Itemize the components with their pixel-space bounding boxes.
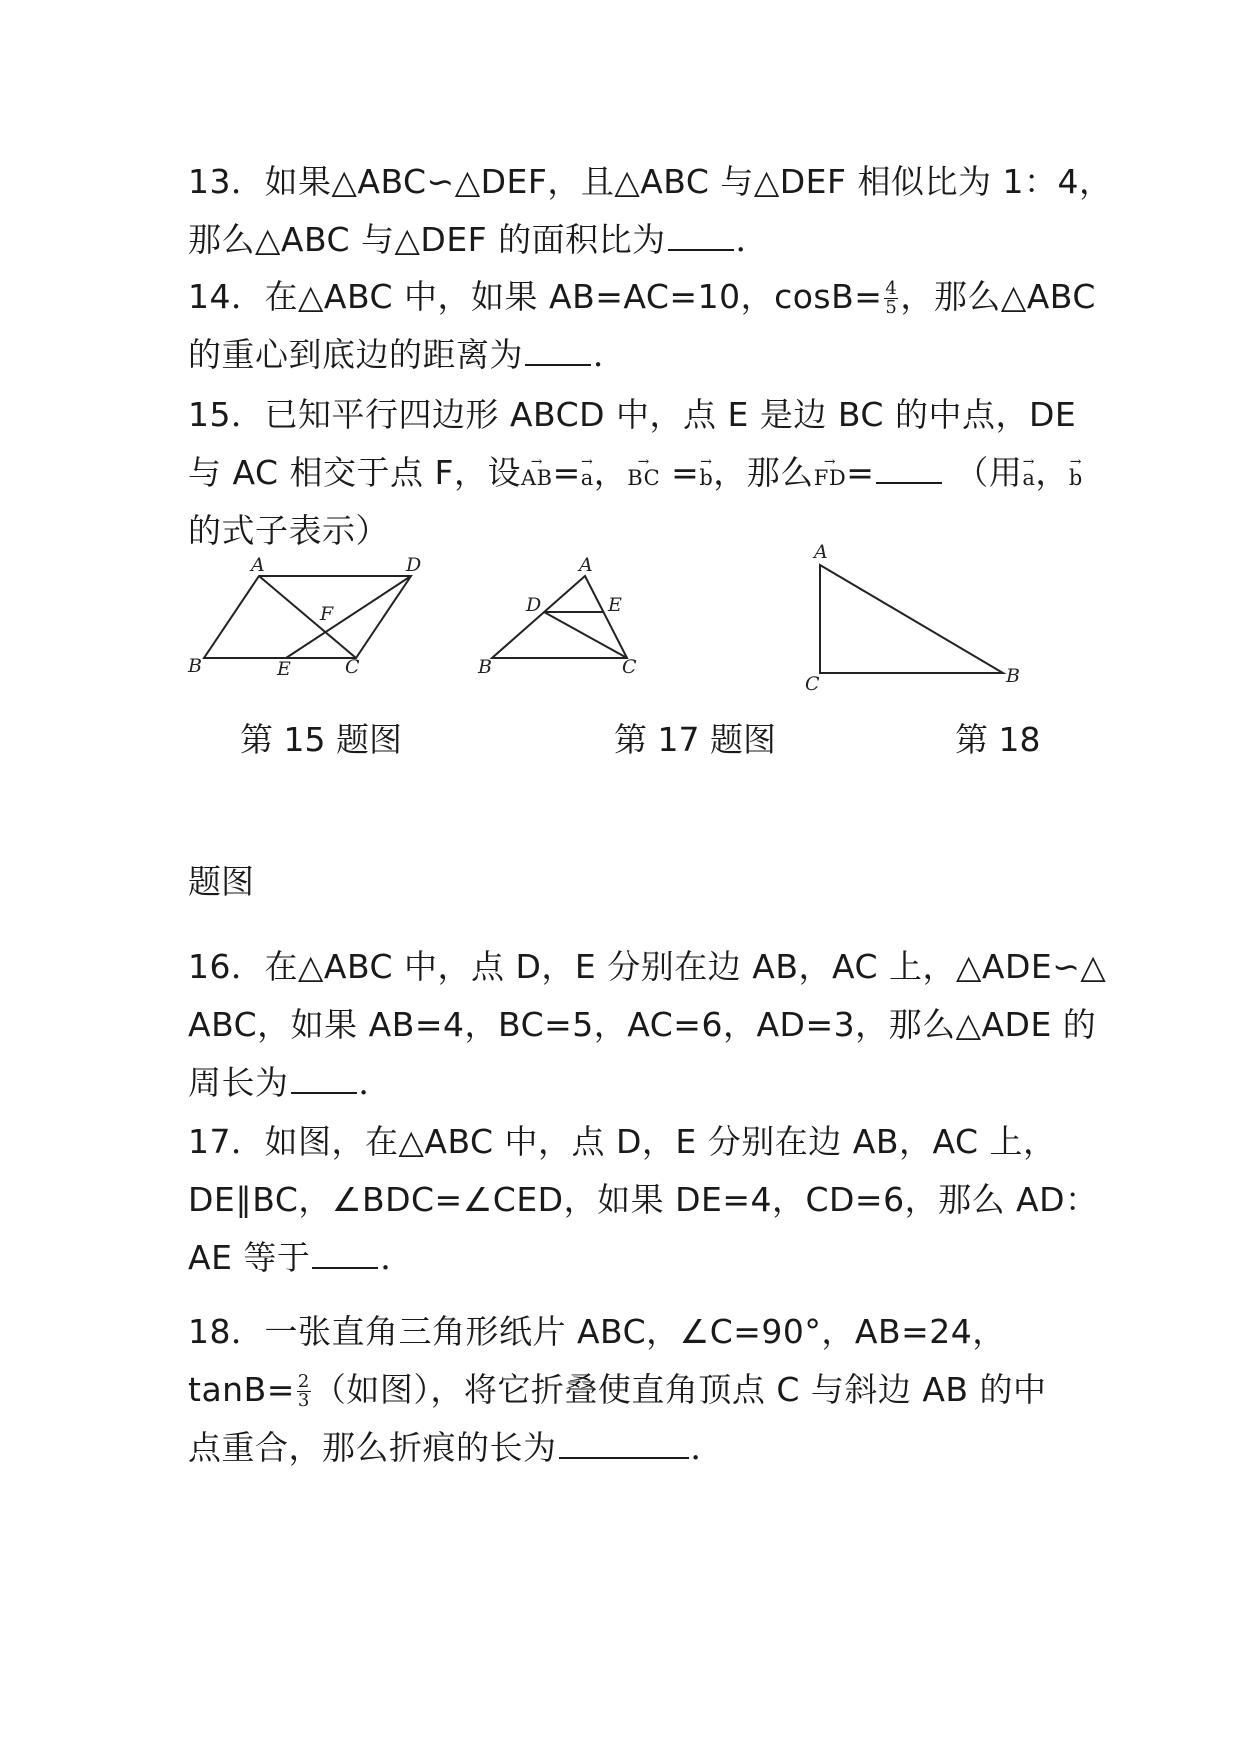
q16-line1: 16．在△ABC 中，点 D，E 分别在边 AB，AC 上，△ADE∽△ — [188, 947, 1107, 986]
label-b: B — [478, 656, 492, 678]
triangle-abc — [820, 565, 1003, 673]
question-13 — [188, 153, 1113, 269]
q17-line2: DE∥BC，∠BDC=∠CED，如果 DE=4，CD=6，那么 AD： — [188, 1180, 1099, 1219]
q16-period: ． — [358, 1063, 392, 1102]
figure-15-parallelogram — [188, 554, 460, 694]
diagonal-ac — [259, 576, 356, 658]
q18-line3 — [188, 1419, 1068, 1477]
label-f: F — [320, 603, 334, 625]
q15-text: ，那么 — [713, 453, 814, 492]
q15-text: 与 AC 相交于点 F，设 — [188, 453, 521, 492]
q17-line3 — [188, 1229, 1068, 1287]
caption-figure-17: 第 17 题图 — [614, 720, 776, 759]
caption-figure-18-cont: 题图 — [188, 862, 254, 901]
q14-period: ． — [593, 335, 627, 374]
question-17 — [188, 1113, 1099, 1287]
label-a: A — [814, 541, 828, 563]
tan-numerator: 2 — [297, 1371, 310, 1392]
figure-18-svg — [800, 540, 1030, 700]
q18-text2: （如图），将它折叠使直角顶点 C 与斜边 AB 的中 — [312, 1370, 1047, 1409]
label-a: A — [579, 554, 593, 576]
q16-line2: ABC，如果 AB=4，BC=5，AC=6，AD=3，那么△ADE 的 — [188, 1005, 1097, 1044]
q14-line1 — [188, 268, 1096, 326]
figure-15-svg — [188, 554, 460, 690]
q15-line1: 15．已知平行四边形 ABCD 中，点 E 是边 BC 的中点，DE — [188, 395, 1077, 434]
cos-fraction — [884, 280, 898, 317]
answer-blank-17 — [312, 1237, 378, 1269]
vector-a: → a — [581, 462, 594, 488]
vector-bc: → BC — [627, 462, 660, 488]
figure-17-svg — [478, 554, 648, 690]
label-e: E — [277, 658, 291, 680]
segment-de — [286, 576, 411, 658]
q18-period: ． — [690, 1428, 724, 1467]
label-d: D — [406, 554, 422, 576]
question-15 — [188, 386, 1083, 560]
tan-fraction — [297, 1373, 311, 1410]
question-14 — [188, 268, 1096, 384]
label-c: C — [622, 656, 637, 678]
vector-fd: → FD — [814, 462, 846, 488]
q17-period: ． — [380, 1238, 414, 1277]
q18-line2 — [188, 1361, 1068, 1419]
q14-text2: 的重心到底边的距离为 — [188, 335, 523, 374]
q18-line1: 18．一张直角三角形纸片 ABC，∠C=90°，AB=24， — [188, 1312, 1006, 1351]
q18-text3: 点重合，那么折痕的长为 — [188, 1428, 557, 1467]
q15-eq: = — [846, 453, 875, 492]
question-16 — [188, 938, 1107, 1112]
figure-17-triangle — [478, 554, 648, 694]
figure-18-right-triangle — [800, 540, 1030, 704]
answer-blank-14 — [525, 334, 591, 366]
tan-denominator: 3 — [297, 1390, 310, 1411]
cos-denominator: 5 — [885, 297, 898, 318]
question-18 — [188, 1303, 1068, 1477]
q13-period: ． — [735, 220, 770, 259]
label-e: E — [608, 594, 622, 616]
q14-line2 — [188, 326, 1068, 384]
q15-text: （用 — [944, 453, 1023, 492]
q17-text: AE 等于 — [188, 1238, 311, 1277]
q15-line2 — [188, 444, 1083, 502]
caption-figure-15: 第 15 题图 — [240, 720, 402, 759]
q15-comma: ， — [1035, 453, 1069, 492]
label-b: B — [1006, 665, 1020, 687]
label-c: C — [805, 673, 820, 695]
q13-text: 那么△ABC 与△DEF 的面积比为 — [188, 220, 666, 259]
vector-b: → b — [1069, 462, 1083, 488]
vector-a: → a — [1022, 462, 1035, 488]
caption-figure-18: 第 18 — [955, 720, 1041, 759]
q14-text-end: ，那么△ABC — [900, 277, 1096, 316]
q13-line1: 13．如果△ABC∽△DEF，且△ABC 与△DEF 相似比为 1：4， — [188, 162, 1113, 201]
q14-text: 14．在△ABC 中，如果 AB=AC=10，cosB= — [188, 277, 883, 316]
q13-line2 — [188, 211, 1068, 269]
q15-comma: ， — [593, 453, 628, 492]
q15-eq: = — [552, 453, 581, 492]
answer-blank-16 — [291, 1062, 357, 1094]
label-d: D — [526, 594, 542, 616]
answer-blank-13 — [668, 219, 734, 251]
label-a: A — [251, 554, 265, 576]
q16-text: 周长为 — [188, 1063, 289, 1102]
vector-b: → b — [699, 462, 713, 488]
label-c: C — [345, 656, 360, 678]
q16-line3 — [188, 1054, 1068, 1112]
q15-line3: 的式子表示） — [188, 511, 389, 550]
answer-blank-18 — [559, 1427, 689, 1459]
q17-line1: 17．如图，在△ABC 中，点 D，E 分别在边 AB，AC 上， — [188, 1122, 1057, 1161]
vector-ab: → AB — [521, 462, 553, 488]
q15-eq: = — [660, 453, 700, 492]
label-b: B — [188, 655, 202, 677]
q18-text: tanB= — [188, 1370, 295, 1409]
answer-blank-15 — [876, 452, 942, 484]
cos-numerator: 4 — [885, 278, 898, 299]
